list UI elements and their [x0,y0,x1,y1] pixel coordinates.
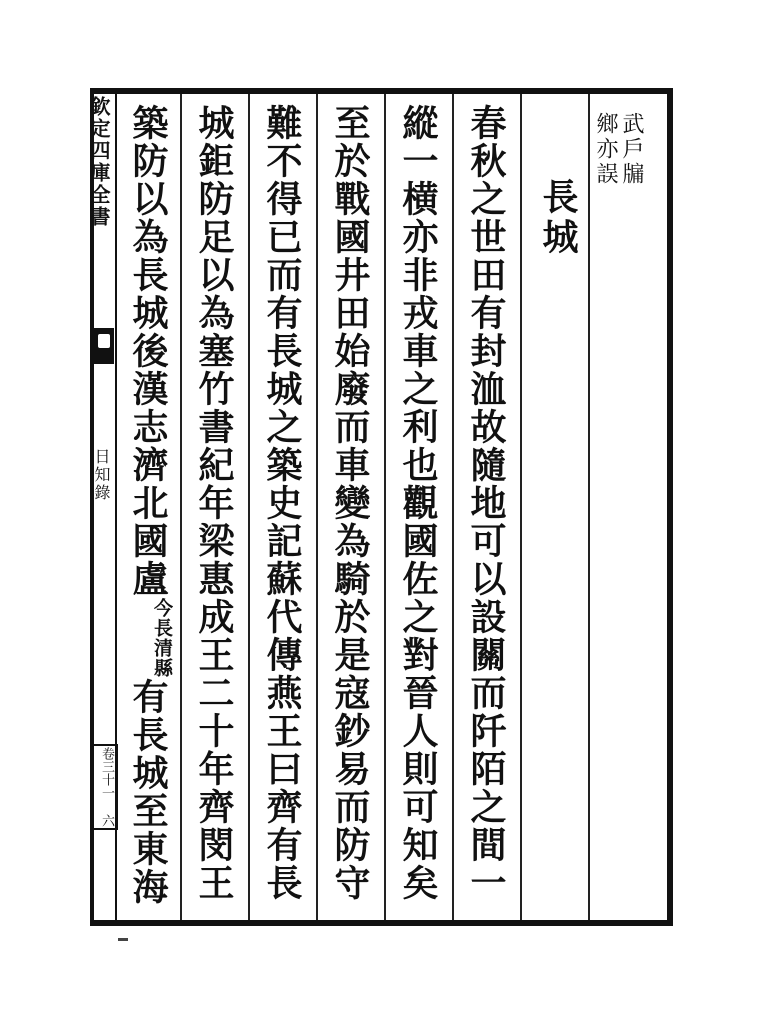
text-column-2: 縱一横亦非戎車之利也觀國佐之對晉人則可知矣 [397,104,439,902]
column-rule [452,94,454,920]
column-rule [180,94,182,920]
note-column-2: 鄉亦誤 [593,112,618,187]
frame-border-top [90,88,673,94]
column-rule [248,94,250,920]
fish-tail-ornament [94,328,114,364]
section-title: 長城 [537,178,579,258]
text-column-3: 至於戰國井田始廢而車變為騎於是寇鈔易而防守 [329,104,371,902]
column-rule [384,94,386,920]
interlinear-note: 今長清縣 [151,598,173,678]
margin-book-title: 日知錄 [92,448,111,502]
text-column-1: 春秋之世田有封洫故隨地可以設關而阡陌之間一 [465,104,507,902]
column-rule [520,94,522,920]
frame-border-bottom [90,920,673,926]
margin-book-series-title: 欽定四庫全書 [87,96,111,228]
column-rule [588,94,590,920]
scan-speck [118,938,128,941]
column-rule [316,94,318,920]
note-column-1: 武戶牖 [619,112,644,187]
text-column-5: 城鉅防足以為塞竹書紀年梁惠成王二十年齊閔王 [193,104,235,902]
text-column-6 [124,104,172,906]
text-column-6-part-b: 有長城至東海 [127,678,169,906]
margin-page-number: 卷三十一 六 [92,744,118,830]
text-column-4: 難不得已而有長城之築史記蘇代傳燕王曰齊有長 [261,104,303,902]
text-column-6-part-a: 築防以為長城後漢志濟北國盧 [127,104,169,598]
frame-border-right [667,88,673,926]
